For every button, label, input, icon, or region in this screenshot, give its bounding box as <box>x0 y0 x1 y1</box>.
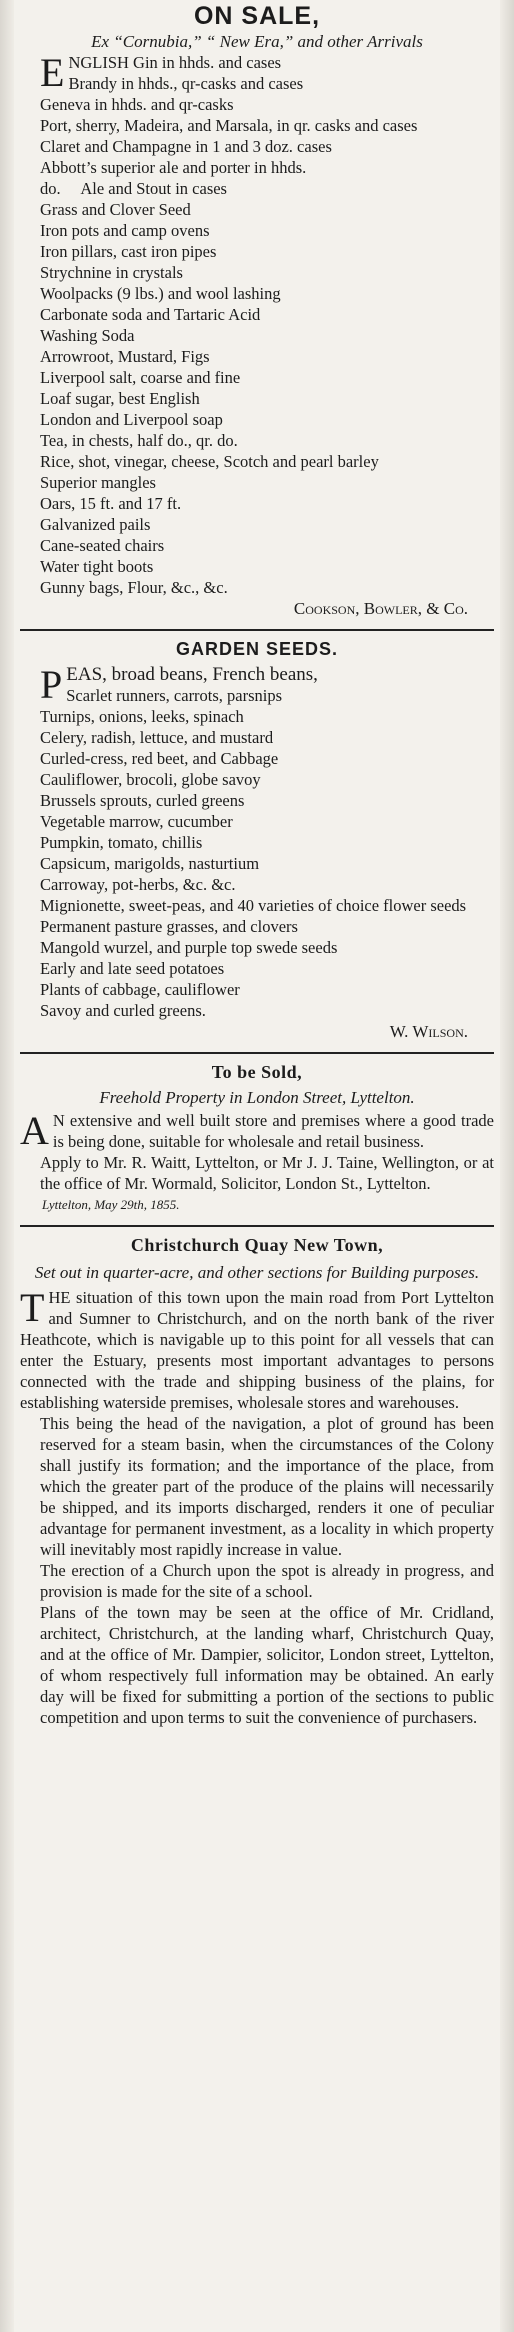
list-item: Claret and Champagne in 1 and 3 doz. cases <box>40 137 332 156</box>
to-be-sold-date: Lyttelton, May 29th, 1855. <box>42 1197 180 1212</box>
quay-title: Christchurch Quay New Town, <box>130 1235 384 1255</box>
quay-ad <box>20 1235 494 1728</box>
quay-paragraph-3: The erection of a Church upon the spot is already in progress, and provision is made for the site of a school. <box>40 1561 494 1601</box>
list-item: Rice, shot, vinegar, cheese, Scotch and pearl barley <box>40 452 379 471</box>
drop-cap: E <box>40 50 65 95</box>
list-item: Mangold wurzel, and purple top swede seeds <box>40 938 338 957</box>
divider <box>20 1225 494 1227</box>
drop-cap: P <box>40 662 63 707</box>
quay-paragraph-4: Plans of the town may be seen at the office of Mr. Cridland, architect, Christchurch, at the landing wharf, Christchurch Quay, and at the office of Mr. Dampier, solicitor, London street, Lyttelton, of whom respectively full information may be obtained. An early day will be fixed for submitting a portion of the sections to public competition and upon terms to suit the convenience of purchasers. <box>40 1603 494 1727</box>
garden-seeds-body <box>20 664 494 1042</box>
list-item: Vegetable marrow, cucumber <box>40 812 233 831</box>
garden-seeds-signature: W. Wilson. <box>389 1022 468 1041</box>
list-item: Celery, radish, lettuce, and mustard <box>40 728 274 747</box>
garden-seeds-lead: EAS, broad beans, French beans, <box>66 664 318 685</box>
list-item: Early and late seed potatoes <box>40 959 225 978</box>
list-item: Geneva in hhds. and qr-casks <box>40 95 234 114</box>
list-item: Liverpool salt, coarse and fine <box>40 368 241 387</box>
list-item: Curled-cress, red beet, and Cabbage <box>40 749 279 768</box>
garden-seeds-ad <box>20 639 494 1042</box>
list-item: Tea, in chests, half do., qr. do. <box>40 431 238 450</box>
on-sale-lead: NGLISH Gin in hhds. and cases <box>68 53 282 72</box>
list-item: Washing Soda <box>40 326 135 345</box>
to-be-sold-apply: Apply to Mr. R. Waitt, Lyttelton, or Mr J. J. Taine, Wellington, or at the office of Mr. Wormald, Solicitor, London St., Lyttelton. <box>40 1153 494 1193</box>
drop-cap: A <box>20 1108 49 1153</box>
list-item: London and Liverpool soap <box>40 410 223 429</box>
list-item: Woolpacks (9 lbs.) and wool lashing <box>40 284 281 303</box>
list-item: Turnips, onions, leeks, spinach <box>40 707 244 726</box>
quay-body <box>20 1287 494 1728</box>
list-item: Water tight boots <box>40 557 154 576</box>
to-be-sold-subtitle: Freehold Property in London Street, Lyttelton. <box>99 1088 415 1107</box>
garden-seeds-lead2: Scarlet runners, carrots, parsnips <box>66 686 283 705</box>
list-item: Strychnine in crystals <box>40 263 183 282</box>
list-item: Iron pots and camp ovens <box>40 221 210 240</box>
list-item: Abbott’s superior ale and porter in hhds. <box>40 158 307 177</box>
list-item: Loaf sugar, best English <box>40 389 200 408</box>
drop-cap: T <box>20 1285 45 1330</box>
list-item: Iron pillars, cast iron pipes <box>40 242 217 261</box>
list-item: Port, sherry, Madeira, and Marsala, in qr. casks and cases <box>40 116 418 135</box>
list-item: Arrowroot, Mustard, Figs <box>40 347 210 366</box>
list-item: Oars, 15 ft. and 17 ft. <box>40 494 182 513</box>
list-item: Grass and Clover Seed <box>40 200 191 219</box>
divider <box>20 1052 494 1054</box>
list-item: Brussels sprouts, curled greens <box>40 791 245 810</box>
list-item: Carroway, pot-herbs, &c. &c. <box>40 875 236 894</box>
list-item: do. Ale and Stout in cases <box>40 179 227 198</box>
quay-paragraph-2: This being the head of the navigation, a plot of ground has been reserved for a steam basin, when the circumstances of the Colony shall justify its formation; and the importance of the place, from which the greater part of the produce of the plains will necessarily be shipped, and its imports discharged, renders it one of peculiar advantage for permanent investment, as a locality in which property will inevitably most rapidly increase in value. <box>40 1414 494 1559</box>
on-sale-subtitle: Ex “Cornubia,” “ New Era,” and other Arrivals <box>91 32 423 51</box>
to-be-sold-text: N extensive and well built store and premises where a good trade is being done, suitable for wholesale and retail business. <box>52 1111 494 1151</box>
list-item: Mignionette, sweet-peas, and 40 varieties of choice flower seeds <box>40 896 467 915</box>
list-item: Galvanized pails <box>40 515 151 534</box>
divider <box>20 629 494 631</box>
list-item: Permanent pasture grasses, and clovers <box>40 917 298 936</box>
on-sale-title: ON SALE, <box>193 2 321 30</box>
page-edge-right <box>500 0 514 2332</box>
page-edge-left <box>0 0 14 2332</box>
to-be-sold-title: To be Sold, <box>211 1062 303 1082</box>
list-item: Carbonate soda and Tartaric Acid <box>40 305 261 324</box>
quay-subtitle: Set out in quarter-acre, and other sections for Building purposes. <box>34 1263 480 1282</box>
newspaper-column <box>20 0 494 1728</box>
to-be-sold-body <box>20 1110 494 1215</box>
list-item: Plants of cabbage, cauliflower <box>40 980 240 999</box>
quay-paragraph-1: HE situation of this town upon the main road from Port Lyttelton and Sumner to Christchurch, and on the north bank of the river Heathcote, which is navigable up to this point for all vessels that can enter the Estuary, presents most important advantages to persons connected with the trade and shipping business of the plains, for establishing waterside premises, wholesale stores and warehouses. <box>20 1288 494 1412</box>
list-item: Superior mangles <box>40 473 156 492</box>
on-sale-body <box>20 52 494 619</box>
list-item: Capsicum, marigolds, nasturtium <box>40 854 260 873</box>
on-sale-signature: Cookson, Bowler, & Co. <box>293 599 468 618</box>
garden-seeds-title: GARDEN SEEDS. <box>175 639 339 659</box>
to-be-sold-ad <box>20 1062 494 1215</box>
list-item: Cane-seated chairs <box>40 536 165 555</box>
list-item: Brandy in hhds., qr-casks and cases <box>68 74 304 93</box>
list-item: Cauliflower, brocoli, globe savoy <box>40 770 261 789</box>
list-item: Pumpkin, tomato, chillis <box>40 833 203 852</box>
on-sale-ad <box>20 2 494 619</box>
list-item: Savoy and curled greens. <box>40 1001 206 1020</box>
list-item: Gunny bags, Flour, &c., &c. <box>40 578 228 597</box>
